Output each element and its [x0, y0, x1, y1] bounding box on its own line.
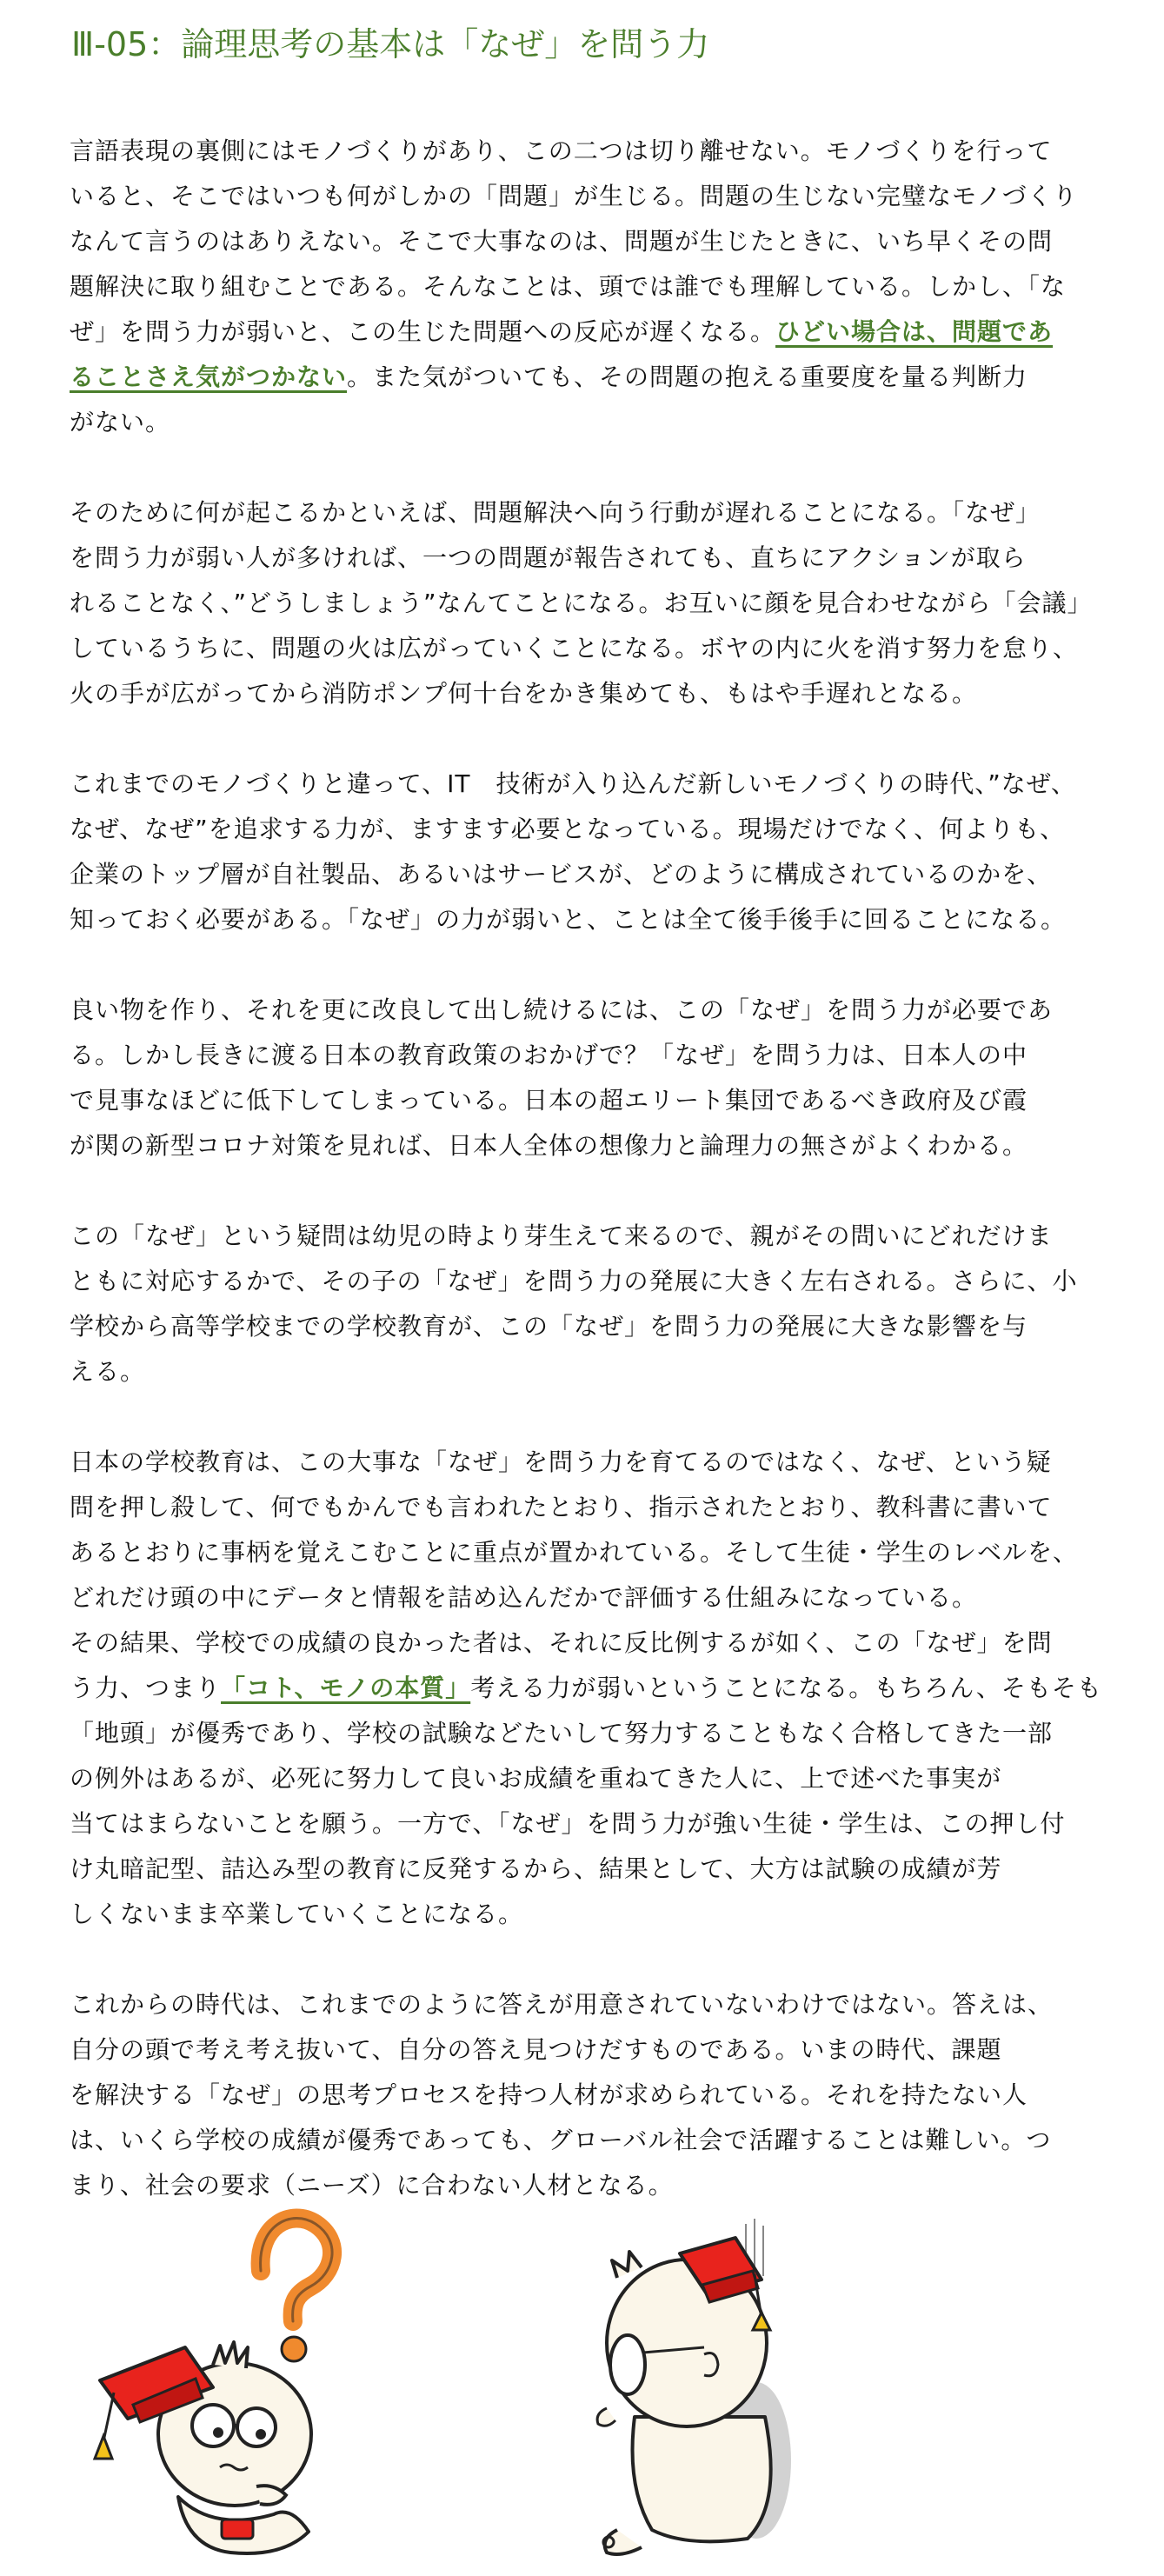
text-line: しているうちに、問題の火は広がっていくことになる。ボヤの内に火を消す努力を怠り、 — [70, 634, 1079, 662]
paragraph-3 — [70, 762, 1113, 942]
text-line: を解決する「なぜ」の思考プロセスを持つ人材が求められている。それを持たない人 — [70, 2080, 1028, 2109]
highlight-link-unnoticed-cont[interactable]: ることさえ気がつかない — [70, 363, 348, 391]
text-line: 知っておく必要がある。「なぜ」の力が弱いと、ことは全て後手後手に回ることになる。 — [70, 905, 1067, 934]
text-line: の例外はあるが、必死に努力して良いお成績を重ねてきた人に、上で述べた事実が — [70, 1764, 1002, 1793]
paragraph-4 — [70, 988, 1113, 1168]
highlight-link-essence[interactable]: 「コト、モノの本質」 — [221, 1674, 471, 1702]
text-line: なんて言うのはありえない。そこで大事なのは、問題が生じたときに、いち早くその問 — [70, 227, 1054, 256]
highlight-link-unnoticed[interactable]: ひどい場合は、問題であ — [775, 317, 1054, 346]
text-line: そのために何が起こるかといえば、問題解決へ向う行動が遅れることになる。「なぜ」 — [70, 498, 1041, 527]
text-line: で見事なほどに低下してしまっている。日本の超エリート集団であるべき政府及び霞 — [70, 1086, 1028, 1115]
text-segment: う力、つまり — [70, 1674, 222, 1702]
text-line: 学校から高等学校までの学校教育が、この「なぜ」を問う力の発展に大きな影響を与 — [70, 1312, 1028, 1341]
text-line: れることなく、”どうしましょう”なんてことになる。お互いに顔を見合わせながら「会議」 — [70, 589, 1093, 617]
question-mark-icon — [261, 2219, 332, 2361]
text-line: がない。 — [70, 408, 171, 436]
text-line: どれだけ頭の中にデータと情報を詰め込んだかで評価する仕組みになっている。 — [70, 1583, 978, 1612]
text-line: 言語表現の裏側にはモノづくりがあり、この二つは切り離せない。モノづくりを行って — [70, 136, 1053, 165]
paragraph-2 — [70, 490, 1113, 716]
paragraph-8 — [70, 1982, 1113, 2208]
paragraph-5 — [70, 1214, 1113, 1395]
text-line: しくないまま卒業していくことになる。 — [70, 1900, 524, 1928]
text-line: 自分の頭で考え考え抜いて、自分の答え見つけだすものである。いまの時代、課題 — [70, 2035, 1002, 2064]
text-line: を問う力が弱い人が多ければ、一つの問題が報告されても、直ちにアクションが取ら — [70, 543, 1027, 572]
text-line: 「地頭」が優秀であり、学校の試験などたいして努力することもなく合格してきた一部 — [70, 1719, 1054, 1747]
text-line: この「なぜ」という疑問は幼児の時より芽生えて来るので、親がその問いにどれだけま — [70, 1221, 1053, 1250]
paragraph-1 — [70, 129, 1113, 445]
text-segment: 考える力が弱いということになる。もちろん、そもそも — [470, 1674, 1102, 1702]
text-segment: ぜ」を問う力が弱いと、この生じた問題への反応が遅くなる。 — [70, 317, 776, 346]
thinking-student-icon — [83, 2191, 369, 2556]
text-line: これからの時代は、これまでのように答えが用意されていないわけではない。答えは、 — [70, 1990, 1054, 2019]
text-line: 問を押し殺して、何でもかんでも言われたとおり、指示されたとおり、教科書に書いて — [70, 1493, 1053, 1521]
text-line: その結果、学校での成績の良かった者は、それに反比例するが如く、この「なぜ」を問 — [70, 1628, 1053, 1657]
text-line: なぜ、なぜ”を追求する力が、ますます必要となっている。現場だけでなく、何よりも、 — [70, 815, 1066, 843]
text-line: あるとおりに事柄を覚えこむことに重点が置かれている。そして生徒・学生のレベルを、 — [70, 1538, 1079, 1567]
text-line: 題解決に取り組むことである。そんなことは、頭では誰でも理解している。しかし、「な — [70, 272, 1067, 301]
worried-student-icon — [556, 2200, 843, 2556]
text-line: は、いくら学校の成績が優秀であっても、グローバル社会で活躍することは難しい。つ — [70, 2126, 1052, 2154]
text-line: 当てはまらないことを願う。一方で、「なぜ」を問う力が強い生徒・学生は、この押し付 — [70, 1809, 1066, 1838]
text-line: いると、そこではいつも何がしかの「問題」が生じる。問題の生じない完璧なモノづくり — [70, 182, 1078, 210]
text-line: まり、社会の要求（ニーズ）に合わない人材となる。 — [70, 2171, 674, 2200]
text-line: が関の新型コロナ対策を見れば、日本人全体の想像力と論理力の無さがよくわかる。 — [70, 1131, 1028, 1160]
text-line: 火の手が広がってから消防ポンプ何十台をかき集めても、もはや手遅れとなる。 — [70, 679, 978, 708]
text-line: これまでのモノづくりと違って、IT 技術が入り込んだ新しいモノづくりの時代、”なぜ、 — [70, 769, 1076, 798]
article-body — [70, 129, 1113, 2253]
text-segment: 。また気がついても、その問題の抱える重要度を量る判断力 — [347, 363, 1028, 391]
text-line — [70, 1666, 1113, 1711]
text-line: える。 — [70, 1357, 146, 1386]
text-line: 日本の学校教育は、この大事な「なぜ」を問う力を育てるのではなく、なぜ、という疑 — [70, 1448, 1052, 1476]
text-line: る。しかし長きに渡る日本の教育政策のおかげで？「なぜ」を問う力は、日本人の中 — [70, 1041, 1028, 1069]
text-line: け丸暗記型、詰込み型の教育に反発するから、結果として、大方は試験の成績が芳 — [70, 1854, 1002, 1883]
paragraph-6 — [70, 1440, 1113, 1621]
paragraph-7 — [70, 1621, 1113, 1937]
text-line — [70, 355, 1113, 400]
page-title: Ⅲ-05：論理思考の基本は「なぜ」を問う力 — [71, 25, 710, 63]
text-line — [70, 310, 1113, 355]
text-line: 良い物を作り、それを更に改良して出し続けるには、この「なぜ」を問う力が必要であ — [70, 995, 1054, 1024]
text-line: 企業のトップ層が自社製品、あるいはサービスが、どのように構成されているのかを、 — [70, 860, 1053, 889]
text-line: ともに対応するかで、その子の「なぜ」を問う力の発展に大きく左右される。さらに、小 — [70, 1267, 1078, 1295]
